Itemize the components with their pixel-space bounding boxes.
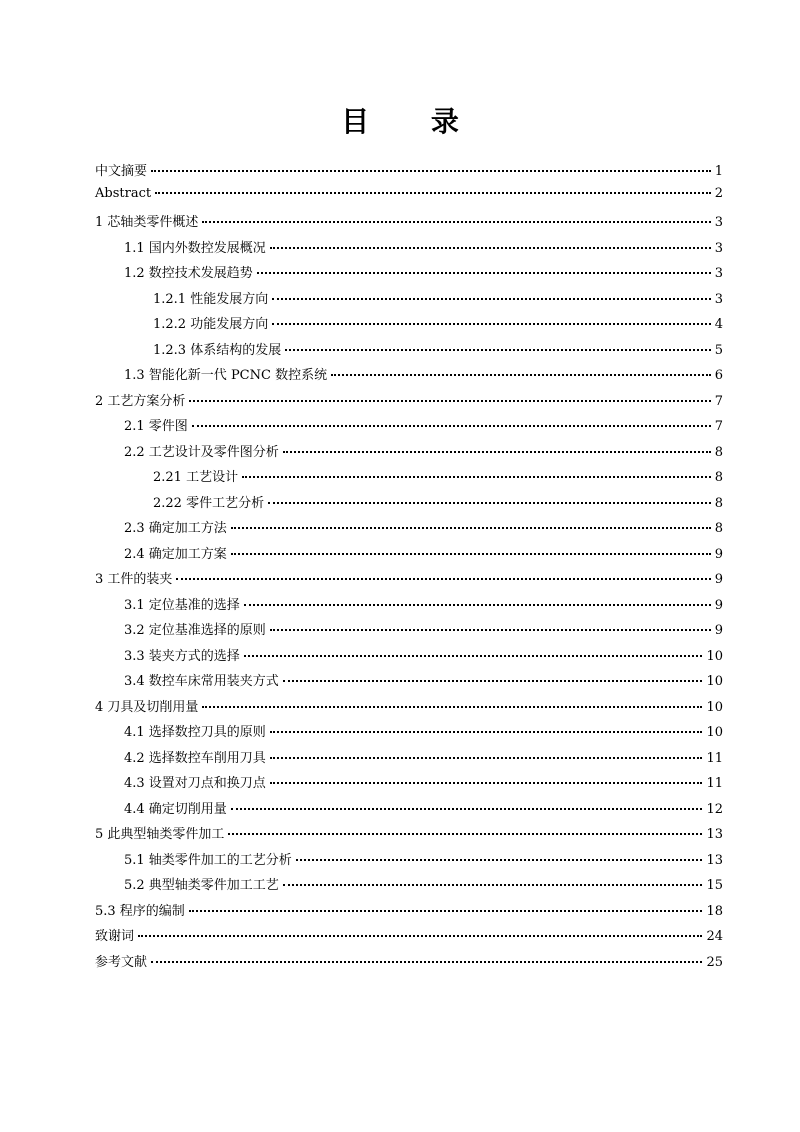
- toc-entry-label: 5.1 轴类零件加工的工艺分析: [124, 852, 292, 868]
- toc-entry-label: 2.22 零件工艺分析: [153, 495, 265, 511]
- toc-entry-page-number: 8: [714, 470, 723, 485]
- toc-entry[interactable]: [95, 390, 723, 416]
- toc-entry-label: 参考文献: [95, 954, 148, 970]
- toc-entry-page-number: 9: [714, 623, 723, 638]
- dot-leader: [270, 247, 711, 249]
- toc-entry[interactable]: [95, 160, 723, 186]
- dot-leader: [270, 757, 703, 759]
- toc-entry-label: 3.1 定位基准的选择: [124, 597, 240, 613]
- dot-leader: [268, 502, 711, 504]
- dot-leader: [189, 910, 703, 912]
- toc-entry-page-number: 1: [714, 164, 723, 179]
- toc-entry-label: 1.2.1 性能发展方向: [153, 291, 269, 307]
- toc-entry[interactable]: [95, 186, 723, 212]
- toc-entry-label: 2.3 确定加工方法: [124, 521, 227, 536]
- toc-entry-page-number: 9: [714, 597, 723, 613]
- toc-entry-page-number: 10: [706, 699, 723, 715]
- dot-leader: [270, 782, 703, 784]
- toc-entry[interactable]: [95, 237, 723, 263]
- dot-leader: [231, 553, 711, 555]
- toc-entry-label: 1.2.2 功能发展方向: [153, 317, 269, 332]
- toc-entry[interactable]: [95, 466, 723, 492]
- dot-leader: [272, 323, 711, 325]
- toc-entry-label: 4.2 选择数控车削用刀具: [124, 750, 266, 766]
- toc-entry-label: 2.21 工艺设计: [153, 470, 239, 485]
- toc-entry[interactable]: [95, 288, 723, 314]
- toc-entry-page-number: 7: [714, 393, 723, 409]
- dot-leader: [244, 655, 703, 657]
- toc-entry-label: 1 芯轴类零件概述: [95, 215, 199, 230]
- toc-entry-label: 1.2 数控技术发展趋势: [124, 266, 253, 281]
- toc-entry[interactable]: [95, 849, 723, 875]
- table-of-contents: [95, 160, 723, 976]
- toc-entry[interactable]: [95, 747, 723, 773]
- toc-entry-label: 5 此典型轴类零件加工: [95, 827, 225, 842]
- toc-entry[interactable]: [95, 900, 723, 926]
- toc-entry-label: 4.1 选择数控刀具的原则: [124, 725, 266, 740]
- toc-entry-label: 1.1 国内外数控发展概况: [124, 240, 266, 256]
- dot-leader: [202, 706, 702, 708]
- dot-leader: [285, 349, 711, 351]
- toc-entry-label: Abstract: [95, 185, 152, 201]
- toc-entry-page-number: 18: [706, 903, 723, 919]
- toc-entry-page-number: 13: [706, 852, 723, 868]
- dot-leader: [189, 400, 710, 402]
- dot-leader: [242, 476, 711, 478]
- toc-entry-page-number: 8: [714, 444, 723, 460]
- toc-entry-page-number: 13: [706, 827, 723, 842]
- toc-entry[interactable]: [95, 262, 723, 288]
- toc-entry-page-number: 7: [714, 419, 723, 434]
- toc-entry-label: 3.2 定位基准选择的原则: [124, 623, 266, 638]
- toc-entry[interactable]: [95, 415, 723, 441]
- toc-entry[interactable]: [95, 339, 723, 365]
- toc-entry-page-number: 24: [706, 929, 723, 944]
- toc-entry-label: 致谢词: [95, 929, 135, 944]
- toc-entry-page-number: 2: [714, 185, 723, 201]
- toc-entry[interactable]: [95, 619, 723, 645]
- toc-entry[interactable]: [95, 696, 723, 722]
- toc-entry-label: 1.3 智能化新一代 PCNC 数控系统: [124, 368, 328, 383]
- toc-entry[interactable]: [95, 925, 723, 951]
- toc-entry-label: 4 刀具及切削用量: [95, 699, 199, 715]
- toc-entry[interactable]: [95, 441, 723, 467]
- toc-entry[interactable]: [95, 543, 723, 569]
- dot-leader: [296, 859, 703, 861]
- dot-leader: [231, 527, 711, 529]
- toc-entry-page-number: 5: [714, 342, 723, 358]
- toc-entry[interactable]: [95, 492, 723, 518]
- toc-entry-label: 4.3 设置对刀点和换刀点: [124, 776, 266, 791]
- dot-leader: [202, 221, 710, 223]
- toc-entry[interactable]: [95, 670, 723, 696]
- toc-entry-page-number: 3: [714, 215, 723, 230]
- toc-entry-label: 1.2.3 体系结构的发展: [153, 342, 282, 358]
- toc-entry-page-number: 3: [714, 266, 723, 281]
- toc-entry-page-number: 10: [706, 648, 723, 664]
- toc-entry[interactable]: [95, 721, 723, 747]
- toc-entry[interactable]: [95, 645, 723, 671]
- dot-leader: [155, 192, 711, 194]
- toc-entry[interactable]: [95, 313, 723, 339]
- dot-leader: [270, 731, 703, 733]
- toc-entry[interactable]: [95, 364, 723, 390]
- toc-entry[interactable]: [95, 517, 723, 543]
- dot-leader: [228, 833, 702, 835]
- dot-leader: [257, 272, 711, 274]
- toc-entry-page-number: 8: [714, 521, 723, 536]
- dot-leader: [331, 374, 711, 376]
- toc-entry-page-number: 9: [714, 572, 723, 587]
- toc-entry-label: 2 工艺方案分析: [95, 393, 186, 409]
- dot-leader: [270, 629, 711, 631]
- toc-entry-label: 5.3 程序的编制: [95, 903, 185, 919]
- dot-leader: [283, 451, 711, 453]
- toc-entry[interactable]: [95, 823, 723, 849]
- dot-leader: [138, 935, 702, 937]
- toc-entry-page-number: 25: [706, 954, 723, 970]
- toc-entry-label: 3.3 装夹方式的选择: [124, 648, 240, 664]
- dot-leader: [283, 680, 703, 682]
- toc-entry-page-number: 11: [706, 750, 723, 766]
- dot-leader: [176, 578, 710, 580]
- dot-leader: [151, 170, 711, 172]
- toc-entry[interactable]: [95, 568, 723, 594]
- dot-leader: [151, 961, 702, 963]
- toc-entry[interactable]: [95, 594, 723, 620]
- toc-entry[interactable]: [95, 772, 723, 798]
- toc-entry-page-number: 8: [714, 495, 723, 511]
- toc-entry-page-number: 4: [714, 317, 723, 332]
- toc-entry-page-number: 3: [714, 240, 723, 256]
- toc-entry-page-number: 12: [706, 801, 723, 817]
- toc-entry-label: 中文摘要: [95, 164, 148, 179]
- page-title: 目 录: [341, 105, 485, 138]
- toc-entry-page-number: 15: [706, 878, 723, 893]
- toc-entry-label: 3.4 数控车床常用装夹方式: [124, 674, 279, 689]
- toc-entry-page-number: 3: [714, 291, 723, 307]
- toc-entry[interactable]: [95, 874, 723, 900]
- dot-leader: [192, 425, 711, 427]
- dot-leader: [272, 298, 711, 300]
- toc-entry-page-number: 6: [714, 368, 723, 383]
- toc-entry-label: 3 工件的装夹: [95, 572, 173, 587]
- toc-entry-label: 2.1 零件图: [124, 419, 188, 434]
- dot-leader: [231, 808, 703, 810]
- toc-entry-label: 4.4 确定切削用量: [124, 801, 227, 817]
- toc-entry-label: 5.2 典型轴类零件加工工艺: [124, 878, 279, 893]
- dot-leader: [244, 604, 711, 606]
- toc-entry[interactable]: [95, 951, 723, 977]
- toc-entry-page-number: 11: [706, 776, 723, 791]
- toc-entry-label: 2.4 确定加工方案: [124, 546, 227, 562]
- toc-entry[interactable]: [95, 798, 723, 824]
- dot-leader: [283, 884, 703, 886]
- toc-entry-page-number: 9: [714, 546, 723, 562]
- toc-entry[interactable]: [95, 211, 723, 237]
- toc-entry-page-number: 10: [706, 725, 723, 740]
- toc-entry-label: 2.2 工艺设计及零件图分析: [124, 444, 279, 460]
- toc-entry-page-number: 10: [706, 674, 723, 689]
